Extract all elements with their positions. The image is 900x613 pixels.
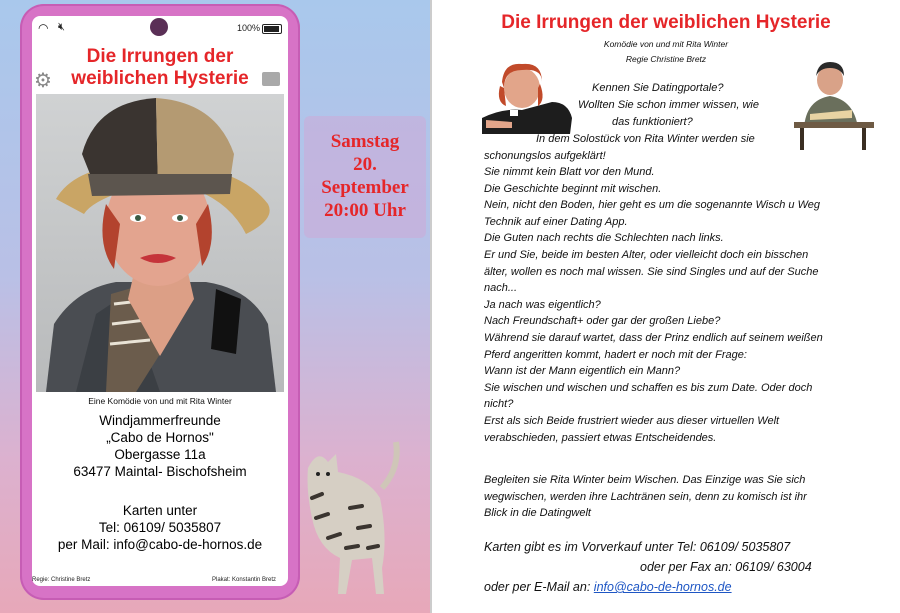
- story-line: Nach Freundschaft+ oder gar der großen Liebe?: [484, 315, 721, 328]
- story-line: Er und Sie, beide im besten Alter, oder vielleicht doch ein bisschen: [484, 248, 809, 261]
- story-line: Während sie darauf wartet, dass der Prinz endlich auf seinem weißen: [484, 331, 823, 344]
- date-time: 20:00 Uhr: [324, 200, 406, 221]
- chat-icon: [262, 72, 280, 86]
- actress-photo-left: [482, 58, 574, 134]
- closing-line: wegwischen, werden ihre Lachtränen sein, denn zu komisch ist ihr: [484, 490, 807, 503]
- date-month: September: [321, 177, 409, 198]
- phone-frame: [20, 4, 300, 600]
- camera-notch: [150, 18, 168, 36]
- email-link[interactable]: info@cabo-de-hornos.de: [593, 580, 732, 594]
- ticket-mail: per Mail: info@cabo-de-hornos.de: [57, 537, 263, 552]
- story-line: Technik auf einer Dating App.: [484, 215, 628, 228]
- intro-line: Wollten Sie schon immer wissen, wie: [578, 99, 759, 111]
- event-date: [304, 130, 426, 222]
- story-line: nach...: [484, 282, 518, 295]
- ticket-info: [32, 502, 288, 553]
- story-line: Die Geschichte beginnt mit wischen.: [484, 182, 662, 195]
- venue-line: 63477 Maintal- Bischofsheim: [73, 464, 247, 479]
- portrait-illustration: [36, 94, 284, 392]
- flyer-title: [32, 46, 288, 90]
- flyer-title-line1: Die Irrungen der: [86, 46, 234, 67]
- story-text: [484, 164, 894, 446]
- ticket-line: Karten unter: [122, 503, 198, 518]
- closing-line: Begleiten sie Rita Winter beim Wischen. Das Einzige was Sie sich: [484, 474, 806, 486]
- venue-line: „Cabo de Hornos": [106, 430, 214, 445]
- actress-photo-right: [790, 58, 874, 150]
- battery-level: 100%: [236, 23, 260, 33]
- story-line: verabschieden, passiert etwas Entscheidendes.: [484, 431, 717, 444]
- date-weekday: Samstag: [330, 131, 400, 152]
- phone-screen: [32, 16, 288, 586]
- contact-phone: Karten gibt es im Vorverkauf unter Tel: 06109/ 5035807: [484, 540, 791, 554]
- story-line: Nein, nicht den Boden, hier geht es um die sogenannte Wisch u Weg: [484, 199, 821, 212]
- venue-line: Obergasse 11a: [114, 447, 206, 462]
- story-line: Ja nach was eigentlich?: [484, 298, 601, 311]
- story-line: Sie wischen und wischen und schaffen es bis zum Date. Oder doch: [484, 381, 813, 394]
- story-line: Erst als sich Beide frustriert wieder aus dieser virtuellen Welt: [484, 414, 780, 427]
- closing-line: Blick in die Datingwelt: [484, 507, 591, 520]
- contact-email-prefix: oder per E-Mail an:: [484, 580, 591, 594]
- contact-fax: oder per Fax an: 06109/ 63004: [640, 560, 812, 574]
- photo-caption: Eine Komödie von und mit Rita Winter: [88, 396, 232, 406]
- flyer-back: [432, 0, 900, 613]
- credit-poster: Plakat: Konstantin Bretz: [212, 577, 277, 583]
- story-line: älter, wollen es noch mal wissen. Sie sind Singles und auf der Suche: [484, 265, 819, 278]
- ticket-phone: Tel: 06109/ 5035807: [98, 520, 222, 535]
- back-title: Die Irrungen der weiblichen Hysterie: [501, 12, 831, 33]
- back-subtitle: Komödie von und mit Rita Winter: [603, 39, 729, 49]
- intro-line: das funktioniert?: [612, 116, 693, 128]
- story-line: Pferd angeritten kommt, hadert er noch mit der Frage:: [484, 348, 747, 361]
- mute-icon: 🔇︎: [58, 21, 65, 33]
- intro-line: schonungslos aufgeklärt!: [484, 150, 606, 162]
- portrait-photo: [36, 94, 284, 392]
- story-line: Die Guten nach rechts die Schlechten nach links.: [484, 232, 724, 245]
- story-line: Sie nimmt kein Blatt vor den Mund.: [484, 166, 655, 178]
- story-line: nicht?: [484, 398, 514, 411]
- status-bar: [32, 18, 288, 38]
- date-day: 20.: [353, 154, 377, 175]
- intro-line: In dem Solostück von Rita Winter werden sie: [536, 133, 755, 145]
- flyer-title-line2: weiblichen Hysterie: [71, 68, 249, 89]
- story-line: Wann ist der Mann eigentlich ein Mann?: [484, 365, 681, 378]
- contact-email-line: [484, 580, 732, 594]
- battery-icon: [262, 24, 282, 34]
- venue-address: [32, 412, 288, 480]
- credit-director: Regie: Christine Bretz: [32, 577, 91, 583]
- venue-line: Windjammerfreunde: [99, 413, 221, 428]
- cat-illustration: [288, 428, 406, 596]
- back-director: Regie Christine Bretz: [625, 54, 707, 64]
- wifi-icon: ◠: [38, 21, 49, 35]
- gear-icon: ⚙: [34, 70, 52, 92]
- intro-line: Kennen Sie Datingportale?: [592, 82, 724, 94]
- flyer-front: [0, 0, 430, 613]
- closing-text: [484, 472, 894, 522]
